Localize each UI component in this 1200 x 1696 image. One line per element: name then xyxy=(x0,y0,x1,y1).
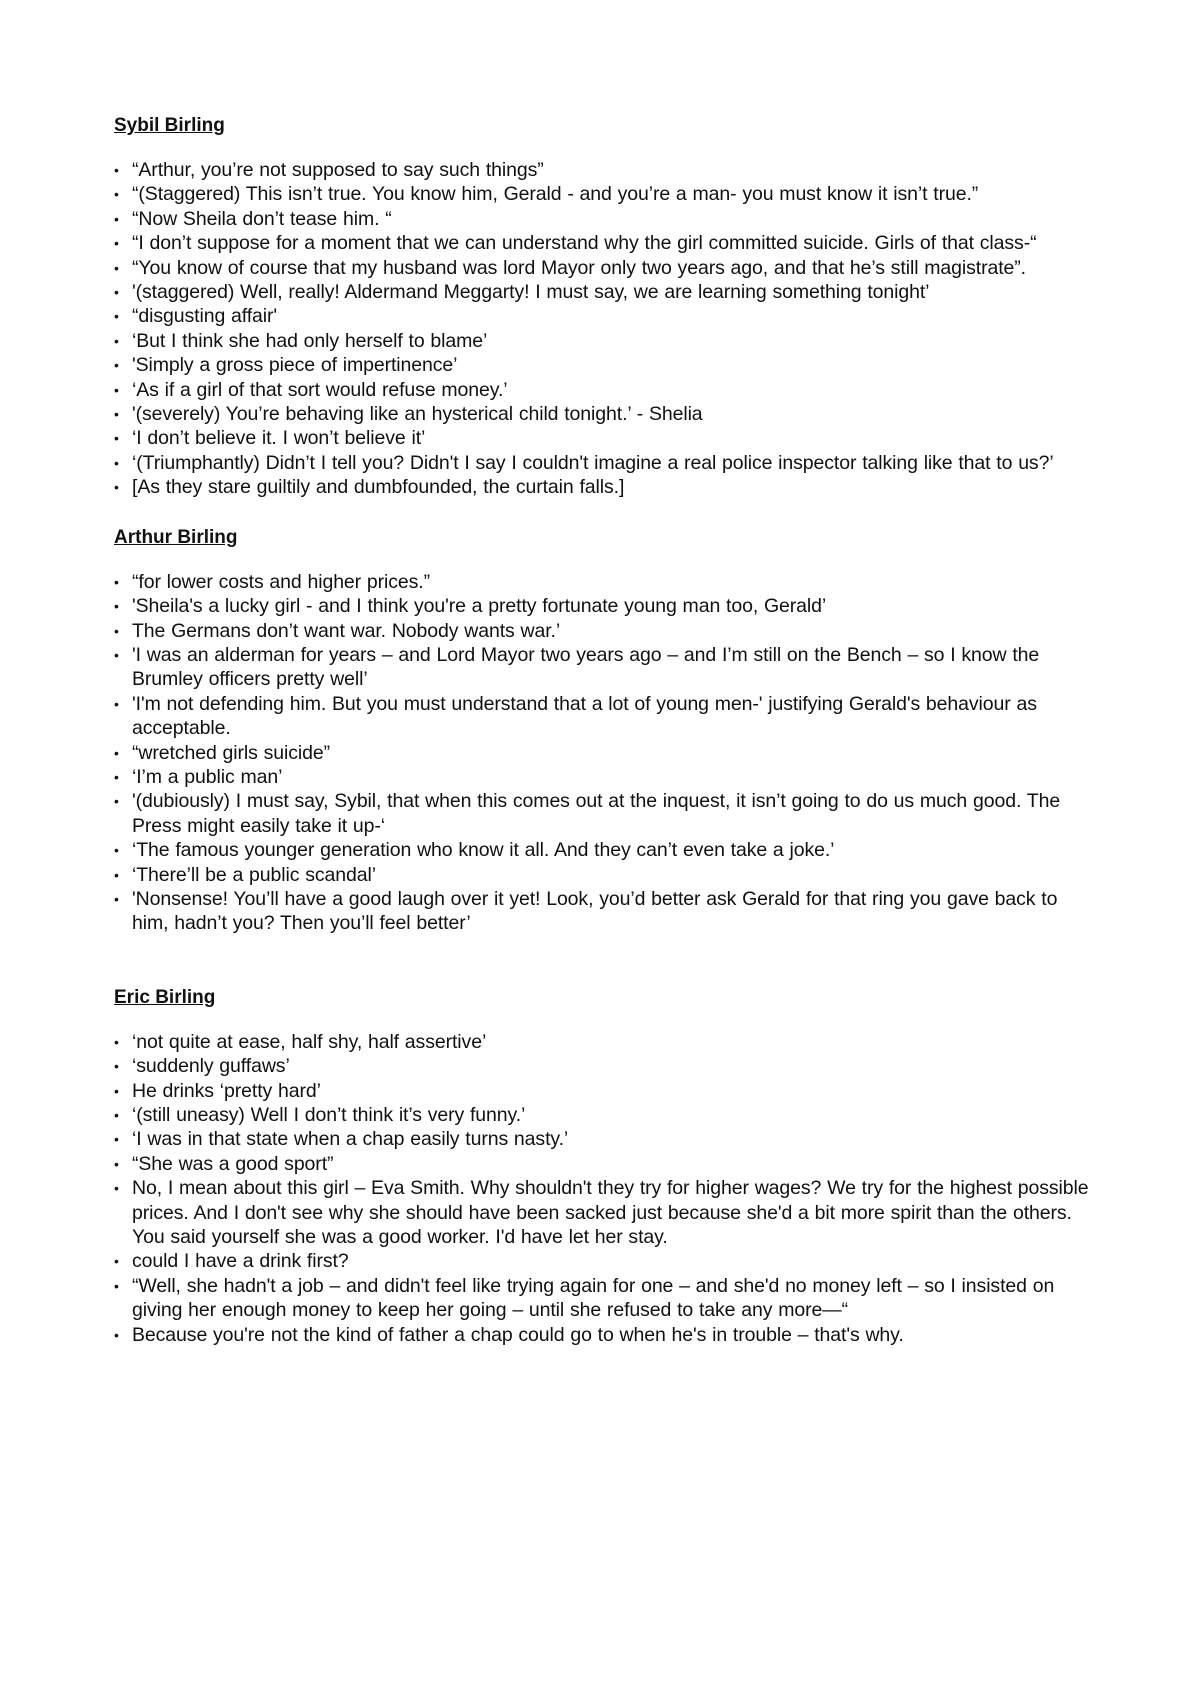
bullet-icon: • xyxy=(114,406,119,423)
bullet-icon: • xyxy=(114,1033,119,1050)
bullet-icon: • xyxy=(114,284,119,301)
bullet-icon: • xyxy=(114,1107,119,1123)
bullet-icon: • xyxy=(114,1131,119,1148)
bullet-icon: • xyxy=(114,479,119,496)
list-item: • “(Staggered) This isn’t true. You know him, Gerald - and you’re a man- you must know it isn’t true.” xyxy=(114,183,979,206)
list-item: • '(severely) You’re behaving like an hysterical child tonight.’ - Shelia xyxy=(114,403,703,426)
list-item: • Because you're not the kind of father a chap could go to when he's in trouble – that's why. xyxy=(114,1323,904,1346)
bullet-icon: • xyxy=(114,598,119,615)
bullet-icon: • xyxy=(114,186,119,203)
section-sybil-birling xyxy=(114,114,1094,500)
list-item: • “You know of course that my husband was lord Mayor only two years ago, and that he’s still magistrate”. xyxy=(114,256,1026,279)
list-item: • could I have a drink first? xyxy=(114,1250,349,1273)
list-item: • He drinks ‘pretty hard’ xyxy=(114,1079,321,1102)
list-item: • 'I'm not defending him. But you must understand that a lot of young men-' justifying Gerald's behaviour as acceptable. xyxy=(114,692,1037,740)
bullet-icon: • xyxy=(114,1155,119,1172)
bullet-icon: • xyxy=(114,210,119,227)
list-item: • “wretched girls suicide” xyxy=(114,741,330,764)
list-item: • 'Simply a gross piece of impertinence’ xyxy=(114,354,458,377)
bullet-icon: • xyxy=(114,308,119,325)
list-item: • ‘I’m a public man’ xyxy=(114,765,283,788)
list-item: • '(dubiously) I must say, Sybil, that when this comes out at the inquest, it isn’t going to do us much good. The Press might easily take it up-‘ xyxy=(114,790,1061,837)
quote-list xyxy=(114,158,1094,500)
list-item: • ‘(Triumphantly) Didn’t I tell you? Didn't I say I couldn't imagine a real police inspector talking like that to us?’ xyxy=(114,451,1054,474)
list-item: • ‘As if a girl of that sort would refuse money.’ xyxy=(114,378,508,401)
list-item: • ‘(still uneasy) Well I don’t think it’s very funny.’ xyxy=(114,1104,526,1126)
section-heading: Sybil Birling xyxy=(114,115,225,136)
list-item: • ‘I was in that state when a chap easily turns nasty.’ xyxy=(114,1128,569,1151)
bullet-icon: • xyxy=(114,695,119,712)
list-item: • ‘suddenly guffaws’ xyxy=(114,1055,290,1078)
list-item: • “I don’t suppose for a moment that we can understand why the girl committed suicide. Girls of that class-“ xyxy=(114,232,1037,255)
bullet-icon: • xyxy=(114,259,119,276)
list-item: • “Arthur, you’re not supposed to say such things” xyxy=(114,159,544,181)
list-item: • ‘But I think she had only herself to blame’ xyxy=(114,329,488,352)
list-item: • 'I was an alderman for years – and Lord Mayor two years ago – and I’m still on the Bench – so I know the Brumley officers pretty well’ xyxy=(114,643,1040,691)
section-heading: Eric Birling xyxy=(114,986,216,1008)
bullet-icon: • xyxy=(114,842,119,859)
bullet-icon: • xyxy=(114,1326,119,1343)
bullet-icon: • xyxy=(114,162,119,178)
bullet-icon: • xyxy=(114,235,119,252)
list-item: • “She was a good sport” xyxy=(114,1152,334,1175)
bullet-icon: • xyxy=(114,866,119,883)
bullet-icon: • xyxy=(114,890,119,907)
quote-list xyxy=(114,1030,1094,1347)
bullet-icon: • xyxy=(114,430,119,447)
document-body xyxy=(114,114,1094,1347)
bullet-icon: • xyxy=(114,1082,119,1099)
bullet-icon: • xyxy=(114,332,119,349)
list-item: • No, I mean about this girl – Eva Smith. Why shouldn't they try for higher wages? We try for the highest possible prices. And I don't see why she should have been sacked just because she'd a bit more spirit than the others. You said yourself she was a good worker. I'd have let her stay. xyxy=(114,1177,1089,1249)
bullet-icon: • xyxy=(114,622,119,639)
bullet-icon: • xyxy=(114,793,119,810)
list-item: • ‘The famous younger generation who know it all. And they can’t even take a joke.’ xyxy=(114,839,835,862)
list-item: • “disgusting affair' xyxy=(114,305,278,328)
bullet-icon: • xyxy=(114,1180,119,1197)
bullet-icon: • xyxy=(114,768,119,785)
bullet-icon: • xyxy=(114,1058,119,1075)
list-item: • 'Nonsense! You’ll have a good laugh over it yet! Look, you’d better ask Gerald for that ring you gave back to him, hadn’t you? Then you’ll feel better’ xyxy=(114,887,1058,935)
bullet-icon: • xyxy=(114,744,119,761)
bullet-icon: • xyxy=(114,573,119,590)
list-item: • “for lower costs and higher prices.” xyxy=(114,570,431,593)
section-eric-birling xyxy=(114,986,1094,1347)
bullet-icon: • xyxy=(114,357,119,374)
list-item: • ‘not quite at ease, half shy, half assertive’ xyxy=(114,1030,487,1053)
list-item: • “Well, she hadn't a job – and didn't feel like trying again for one – and she'd no money left – so I insisted on giving her enough money to keep her going – until she refused to take any more—“ xyxy=(114,1274,1055,1322)
section-heading: Arthur Birling xyxy=(114,526,238,548)
bullet-icon: • xyxy=(114,1277,119,1294)
list-item: • 'Sheila's a lucky girl - and I think you're a pretty fortunate young man too, Gerald’ xyxy=(114,595,827,618)
bullet-icon: • xyxy=(114,646,119,663)
list-item: • ‘There’ll be a public scandal’ xyxy=(114,863,376,886)
list-item: • “Now Sheila don’t tease him. “ xyxy=(114,207,392,230)
section-arthur-birling xyxy=(114,526,1094,936)
list-item: • [As they stare guiltily and dumbfounded, the curtain falls.] xyxy=(114,476,625,499)
quote-list xyxy=(114,570,1094,936)
bullet-icon: • xyxy=(114,381,119,398)
bullet-icon: • xyxy=(114,454,119,471)
list-item: • The Germans don’t want war. Nobody wants war.’ xyxy=(114,619,561,642)
bullet-icon: • xyxy=(114,1253,119,1270)
list-item: • '(staggered) Well, really! Aldermand Meggarty! I must say, we are learning something tonight’ xyxy=(114,281,930,304)
list-item: • ‘I don’t believe it. I won’t believe it’ xyxy=(114,427,426,450)
